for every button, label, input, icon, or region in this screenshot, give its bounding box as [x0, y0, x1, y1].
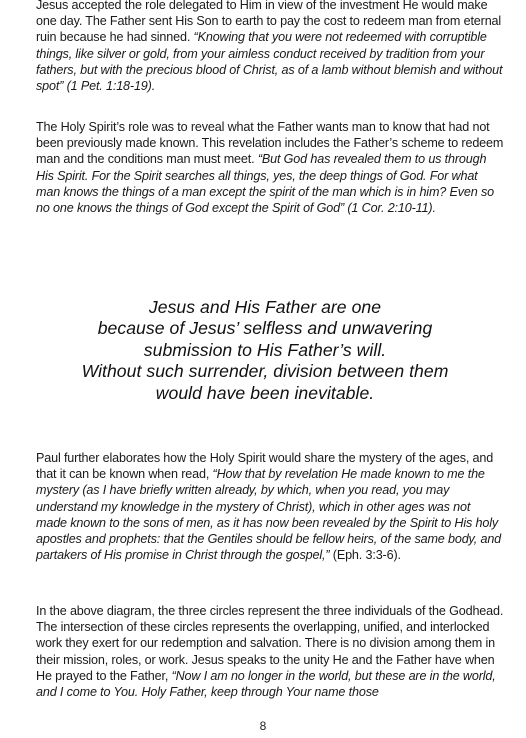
pull-quote-line: because of Jesus’ selfless and unwavering: [97, 318, 433, 339]
paragraph-mystery-revealed: [36, 450, 504, 563]
scripture-quote: “Knowing that you were not redeemed with corruptible things, like silver or gold, from your aimless conduct received by tradition from your fathers, but with the precious blood of Christ, as of a lamb without blemish and without spot”: [36, 30, 503, 94]
paragraph-text: The Holy Spirit’s role was to reveal what the Father wants man to know that had not been previously made known. This revelation includes the Father’s scheme to redeem man and the conditions man must meet.: [36, 120, 504, 167]
pull-quote-line: submission to His Father’s will.: [143, 339, 387, 360]
paragraph-jesus-role: [36, 0, 504, 94]
scripture-quote: “Now I am no longer in the world, but these are in the world, and I come to You. Holy Father, keep through Your name those: [36, 668, 496, 700]
paragraph-text: In the above diagram, the three circles represent the three individuals of the Godhead. The intersection of these circles represents the overlapping, unified, and interlocked work they exert for our redemption and salvation. There is no division among them in their mission, roles, or work. Jesus speaks to the unity He and the Father have when He prayed to the Father,: [36, 604, 504, 683]
scripture-reference: (1 Cor. 2:10-11).: [344, 201, 436, 216]
pull-quote-line: Jesus and His Father are one: [148, 297, 382, 317]
scripture-quote: “But God has revealed them to us through His Spirit. For the Spirit searches all things, yes, the deep things of God. For what man knows the things of a man except the spirit of the man which is in him? Even so no one knows the things of God except the Spirit of God”: [36, 152, 494, 216]
scripture-quote: “How that by revelation He made known to me the mystery (as I have briefly written already, by which, when you read, you may understand my knowledge in the mystery of Christ), which in other ages was not made known to the sons of men, as it has now been revealed by the Spirit to His holy apostles and prophets: that the Gentiles should be fellow heirs, of the same body, and partakers of His promise in Christ through the gospel,”: [36, 467, 502, 563]
paragraph-godhead-diagram: [36, 603, 504, 700]
pull-quote-line: Without such surrender, division between them: [81, 361, 449, 382]
paragraph-text: Jesus accepted the role delegated to Him in view of the investment He would make one day. The Father sent His Son to earth to pay the cost to redeem man from eternal ruin because he had sinned.: [36, 0, 502, 45]
paragraph-text: Paul further elaborates how the Holy Spirit would share the mystery of the ages, and that it can be known when read,: [36, 451, 494, 482]
page-number: 8: [259, 719, 267, 733]
pull-quote-line: would have been inevitable.: [155, 382, 375, 403]
paragraph-holy-spirit-role: [36, 119, 504, 216]
scripture-reference: (Eph. 3:3-6).: [329, 548, 401, 563]
pull-quote: [30, 297, 500, 404]
scripture-reference: (1 Pet. 1:18-19).: [63, 79, 156, 94]
